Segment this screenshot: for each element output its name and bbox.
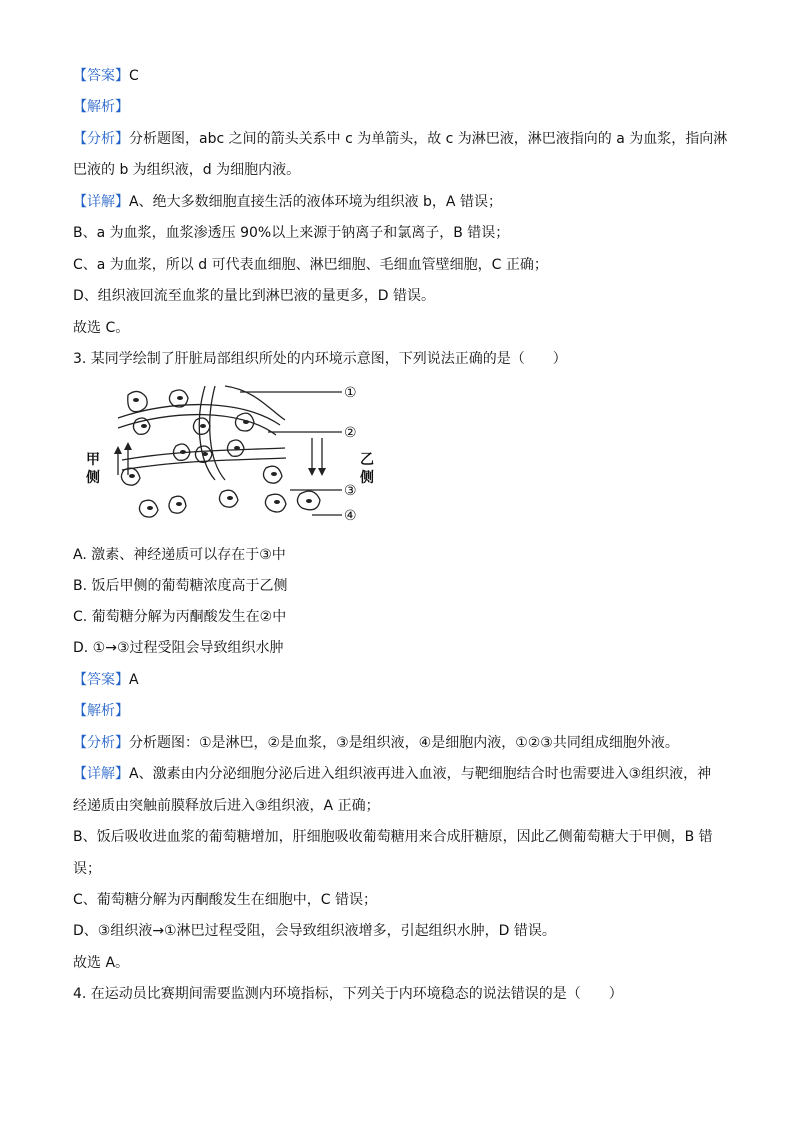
- answer-value: C: [129, 68, 139, 84]
- q3-option-d: D. ①→③过程受阻会导致组织水肿: [73, 640, 284, 656]
- q3-option-a: A. 激素、神经递质可以存在于③中: [73, 547, 286, 563]
- q2-detail-a: [73, 192, 723, 212]
- q3-detail-d: D、③组织液→①淋巴过程受阻，会导致组织液增多，引起组织水肿，D 错误。: [73, 923, 556, 939]
- detail-text: A、绝大多数细胞直接生活的液体环境为组织液 b，A 错误；: [129, 194, 502, 210]
- internal-environment-diagram: [80, 380, 374, 530]
- q4-stem: 4. 在运动员比赛期间需要监测内环境指标，下列关于内环境稳态的说法错误的是（ ）: [73, 986, 623, 1002]
- fenxi-tag: 【分析】: [73, 131, 129, 147]
- q2-detail-c: C、a 为血浆，所以 d 可代表血细胞、淋巴细胞、毛细血管壁细胞，C 正确；: [73, 257, 548, 273]
- label-1: ①: [344, 385, 357, 401]
- q3-option-b: B. 饭后甲侧的葡萄糖浓度高于乙侧: [73, 578, 288, 594]
- fenxi-text: 分析题图，abc 之间的箭头关系中 c 为单箭头，故 c 为淋巴液，淋巴液指向的 a 为血浆，指向淋: [129, 131, 728, 147]
- detail-tag: 【详解】: [73, 766, 129, 782]
- right-side-label-1: 乙: [360, 452, 374, 468]
- q3-detail-a1: [73, 764, 723, 784]
- fenxi-text: 分析题图：①是淋巴，②是血浆，③是组织液，④是细胞内液，①②③共同组成细胞外液。: [129, 735, 679, 751]
- q2-conclusion: 故选 C。: [73, 320, 130, 336]
- answer-value: A: [129, 672, 139, 688]
- q3-fenxi: [73, 733, 723, 753]
- right-side-label-2: 侧: [360, 470, 374, 486]
- q3-option-c: C. 葡萄糖分解为丙酮酸发生在②中: [73, 609, 287, 625]
- label-4: ④: [344, 508, 357, 524]
- q3-detail-c: C、葡萄糖分解为丙酮酸发生在细胞中，C 错误；: [73, 892, 377, 908]
- q2-detail-d: D、组织液回流至血浆的量比到淋巴液的量更多，D 错误。: [73, 288, 436, 304]
- q3-detail-b1: B、饭后吸收进血浆的葡萄糖增加，肝细胞吸收葡萄糖用来合成肝糖原，因此乙侧葡萄糖大于甲侧，B 错: [73, 829, 713, 845]
- detail-text: A、激素由内分泌细胞分泌后进入组织液再进入血液，与靶细胞结合时也需要进入③组织液，神: [129, 766, 712, 782]
- q2-detail-b: B、a 为血浆，血浆渗透压 90%以上来源于钠离子和氯离子，B 错误；: [73, 225, 510, 241]
- q2-fenxi-line2: 巴液的 b 为组织液，d 为细胞内液。: [73, 162, 301, 178]
- label-2: ②: [344, 425, 357, 441]
- q2-fenxi-line1: [73, 129, 728, 149]
- q3-analysis-heading: 【解析】: [73, 703, 129, 719]
- q2-analysis-heading: 【解析】: [73, 99, 129, 115]
- q3-detail-a2: 经递质由突触前膜释放后进入③组织液，A 正确；: [73, 798, 380, 814]
- q2-answer-line: [73, 66, 723, 86]
- detail-tag: 【详解】: [73, 194, 129, 210]
- label-3: ③: [344, 483, 357, 499]
- q3-stem: 3. 某同学绘制了肝脏局部组织所处的内环境示意图，下列说法正确的是（ ）: [73, 351, 567, 367]
- left-side-label-1: 甲: [86, 452, 100, 468]
- q3-detail-b2: 误；: [73, 861, 101, 877]
- q3-answer-line: [73, 670, 723, 690]
- fenxi-tag: 【分析】: [73, 735, 129, 751]
- answer-tag: 【答案】: [73, 68, 129, 84]
- q3-conclusion: 故选 A。: [73, 955, 130, 971]
- left-side-label-2: 侧: [86, 470, 100, 486]
- answer-tag: 【答案】: [73, 672, 129, 688]
